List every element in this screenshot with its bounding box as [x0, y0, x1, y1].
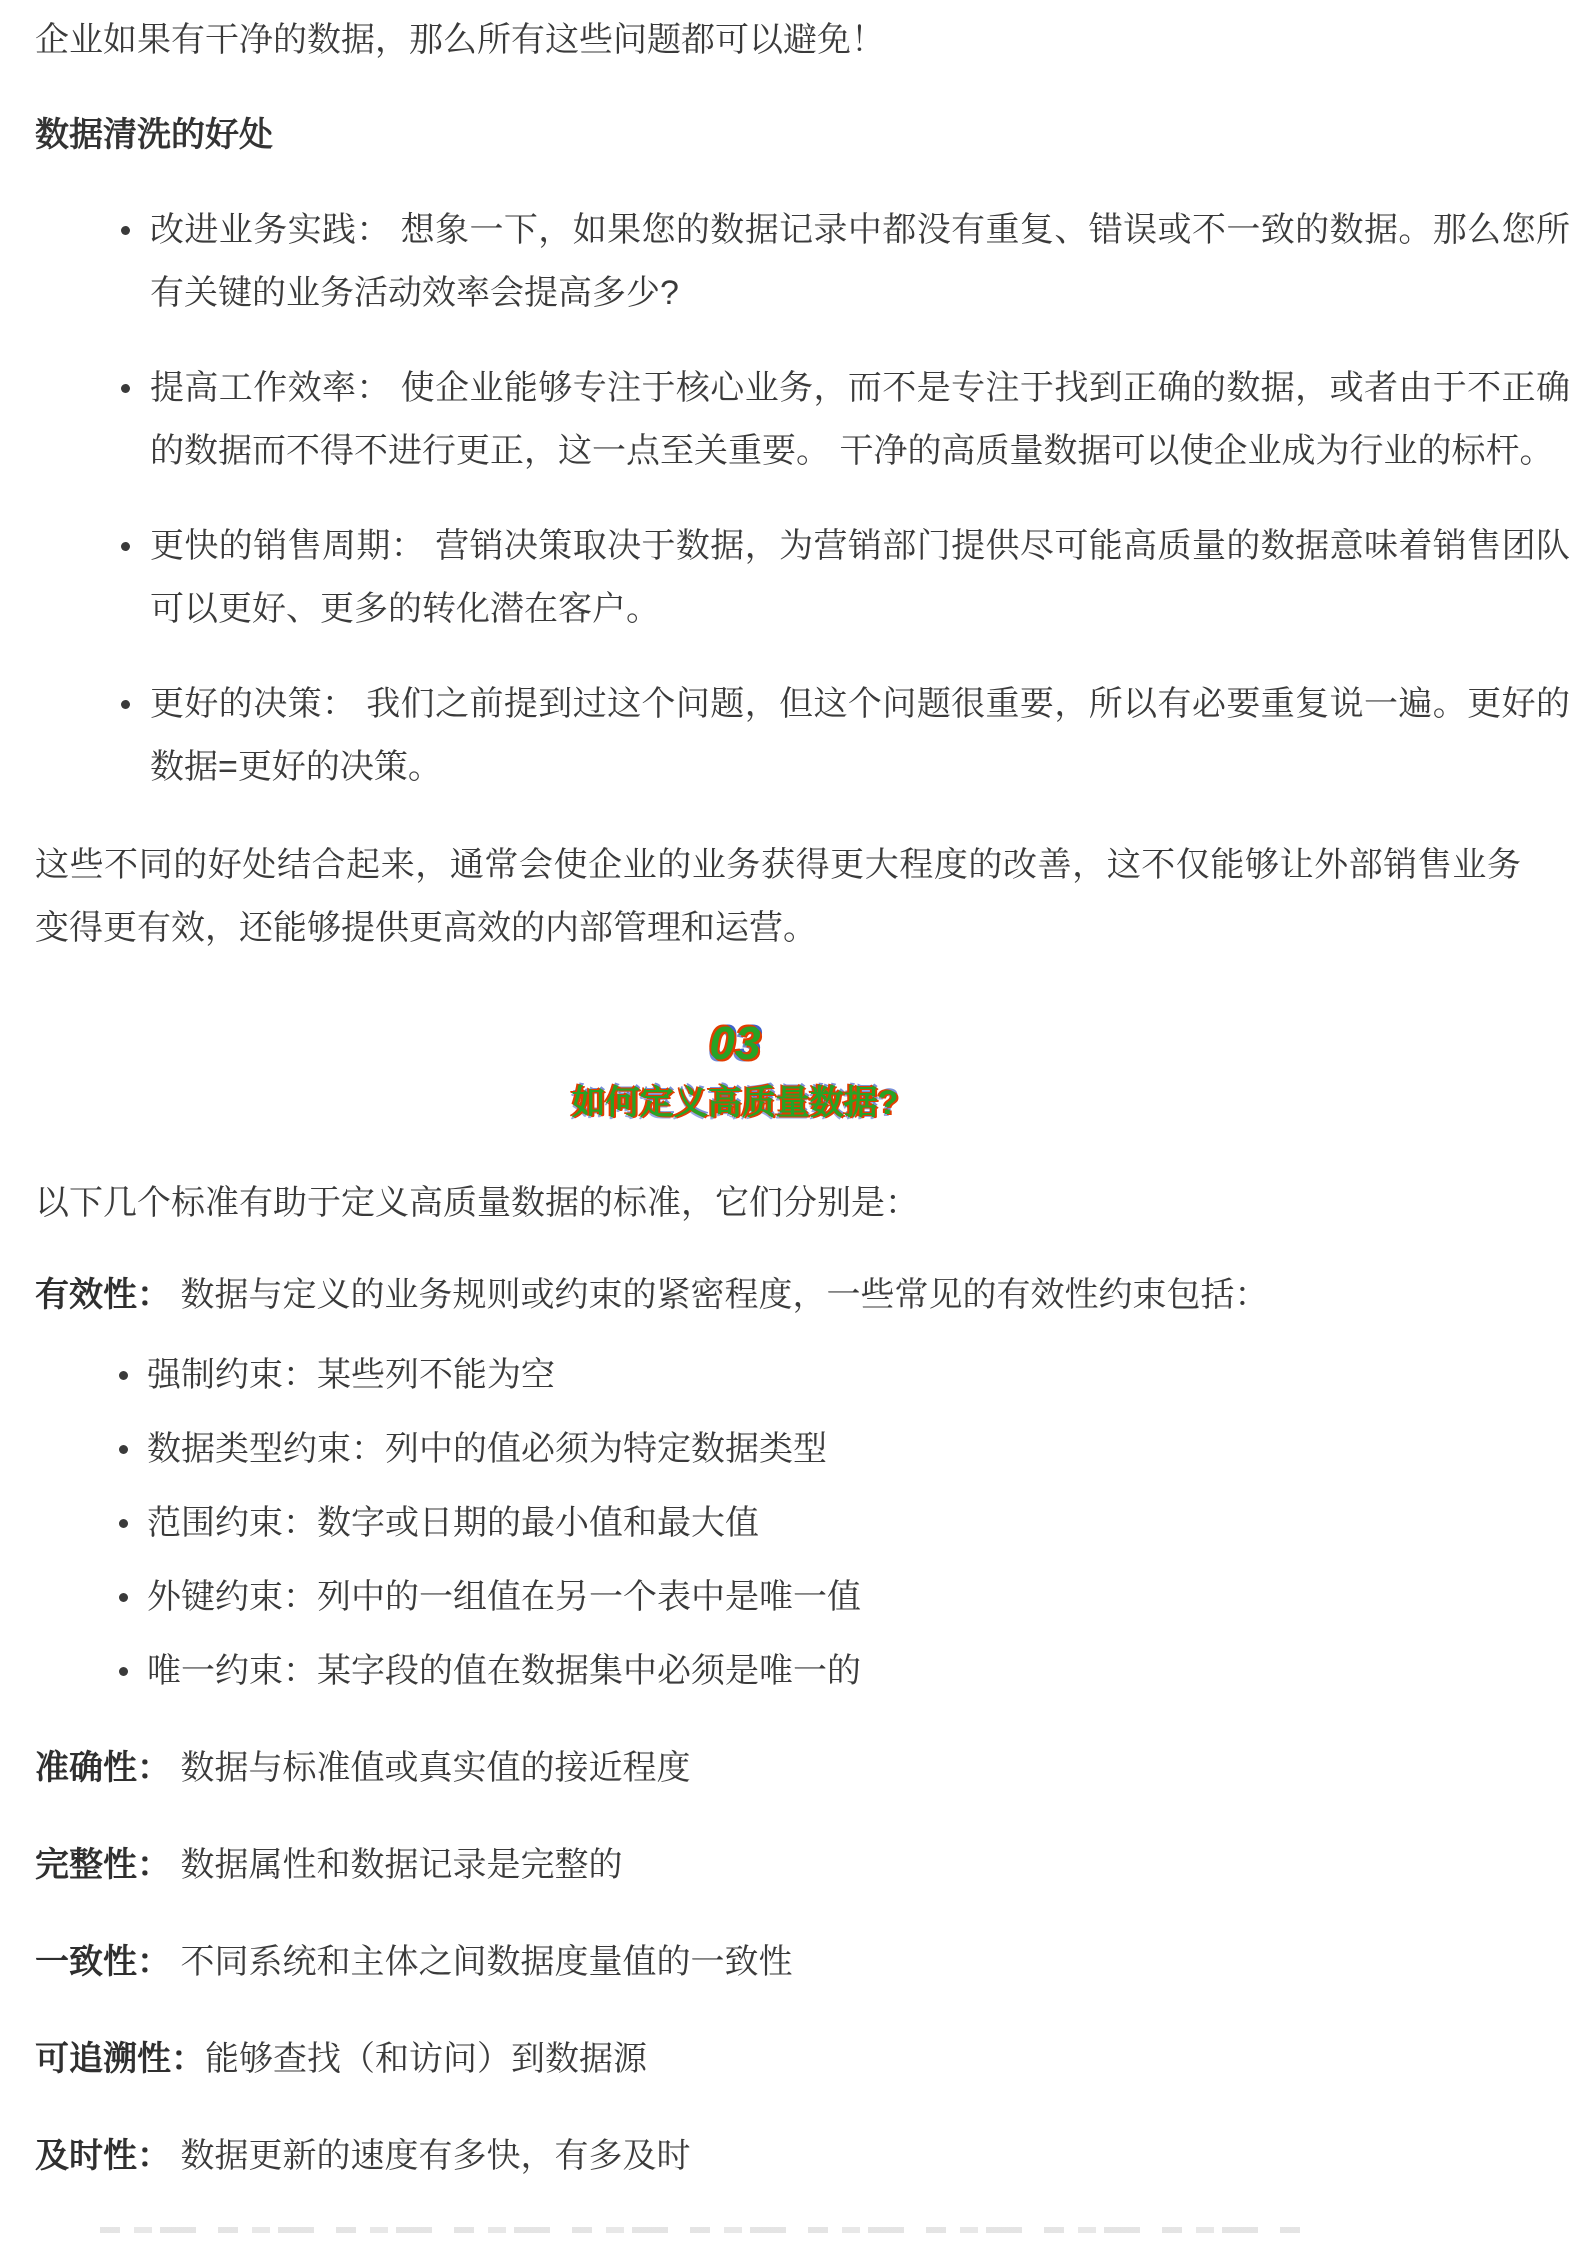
constraint-text: 强制约束：某些列不能为空	[147, 1356, 555, 1394]
criteria-label: 完整性：	[35, 1846, 171, 1884]
criteria-text: 数据更新的速度有多快，有多及时	[171, 2137, 691, 2175]
benefit-item	[121, 515, 1586, 641]
constraint-item	[119, 1640, 1586, 1703]
benefits-summary-line: 变得更有效，还能够提供更高效的内部管理和运营。	[35, 909, 817, 947]
benefit-item	[121, 357, 1586, 483]
constraint-item	[119, 1492, 1586, 1555]
criteria-text: 数据与标准值或真实值的接近程度	[171, 1749, 691, 1787]
benefit-item-text	[150, 673, 1570, 799]
validity-label: 有效性：	[35, 1276, 171, 1314]
benefit-item-line: 改进业务实践： 想象一下，如果您的数据记录中都没有重复、错误或不一致的数据。那么您所	[150, 211, 1570, 249]
criteria-label: 准确性：	[35, 1749, 171, 1787]
bullet-dot	[119, 1344, 147, 1407]
benefits-summary-line: 这些不同的好处结合起来，通常会使企业的业务获得更大程度的改善，这不仅能够让外部销售业务	[35, 846, 1521, 884]
constraint-item	[119, 1418, 1586, 1481]
benefits-heading: 数据清洗的好处	[35, 116, 273, 154]
benefit-item-text	[150, 515, 1570, 641]
benefits-summary	[35, 834, 1521, 960]
benefit-item-line: 数据=更好的决策。	[150, 748, 442, 786]
criteria-label: 可追溯性：	[35, 2040, 205, 2078]
criteria-item	[35, 2028, 1521, 2091]
constraint-text: 范围约束：数字或日期的最小值和最大值	[147, 1504, 759, 1542]
criteria-text: 能够查找（和访问）到数据源	[205, 2040, 647, 2078]
benefit-item-text	[150, 199, 1570, 325]
criteria-text: 不同系统和主体之间数据度量值的一致性	[171, 1943, 793, 1981]
criteria-label: 及时性：	[35, 2137, 171, 2175]
benefit-item-line: 可以更好、更多的转化潜在客户。	[150, 590, 660, 628]
bullet-dot	[119, 1640, 147, 1703]
bullet-dot	[119, 1566, 147, 1629]
constraint-text: 唯一约束：某字段的值在数据集中必须是唯一的	[147, 1652, 861, 1690]
constraint-item	[119, 1566, 1586, 1629]
constraint-item	[119, 1344, 1586, 1407]
benefit-item	[121, 673, 1586, 799]
validity-text: 数据与定义的业务规则或约束的紧密程度，一些常见的有效性约束包括：	[171, 1276, 1269, 1314]
intro-paragraph: 企业如果有干净的数据，那么所有这些问题都可以避免！	[35, 21, 885, 59]
bullet-dot	[121, 515, 150, 641]
benefit-item	[121, 199, 1586, 325]
criteria-item	[35, 1931, 1521, 1994]
benefit-item-line: 更快的销售周期： 营销决策取决于数据，为营销部门提供尽可能高质量的数据意味着销售团队	[150, 527, 1570, 565]
criteria-item	[35, 2125, 1521, 2188]
criteria-item	[35, 1834, 1521, 1897]
section-header	[35, 1015, 1435, 1129]
bullet-dot	[119, 1492, 147, 1555]
cutoff-text-remnant	[100, 2227, 1310, 2233]
benefit-item-line: 的数据而不得不进行更正，这一点至关重要。 干净的高质量数据可以使企业成为行业的标杆。	[150, 432, 1554, 470]
benefit-item-line: 有关键的业务活动效率会提高多少?	[150, 274, 679, 312]
criteria-label: 一致性：	[35, 1943, 171, 1981]
benefit-item-line: 更好的决策： 我们之前提到过这个问题，但这个问题很重要，所以有必要重复说一遍。更好的	[150, 685, 1570, 723]
constraint-list	[35, 1344, 1586, 1703]
benefit-item-text	[150, 357, 1570, 483]
criteria-intro: 以下几个标准有助于定义高质量数据的标准，它们分别是：	[35, 1184, 919, 1222]
section-title: 如何定义高质量数据?	[571, 1084, 899, 1122]
validity-paragraph	[35, 1264, 1521, 1327]
bullet-dot	[121, 199, 150, 325]
constraint-text: 外键约束：列中的一组值在另一个表中是唯一值	[147, 1578, 861, 1616]
bullet-dot	[119, 1418, 147, 1481]
bullet-dot	[121, 357, 150, 483]
benefit-item-line: 提高工作效率： 使企业能够专注于核心业务，而不是专注于找到正确的数据，或者由于不正确	[150, 369, 1570, 407]
bullet-dot	[121, 673, 150, 799]
criteria-item	[35, 1737, 1521, 1800]
constraint-text: 数据类型约束：列中的值必须为特定数据类型	[147, 1430, 827, 1468]
section-number: 03	[709, 1017, 761, 1069]
criteria-text: 数据属性和数据记录是完整的	[171, 1846, 623, 1884]
